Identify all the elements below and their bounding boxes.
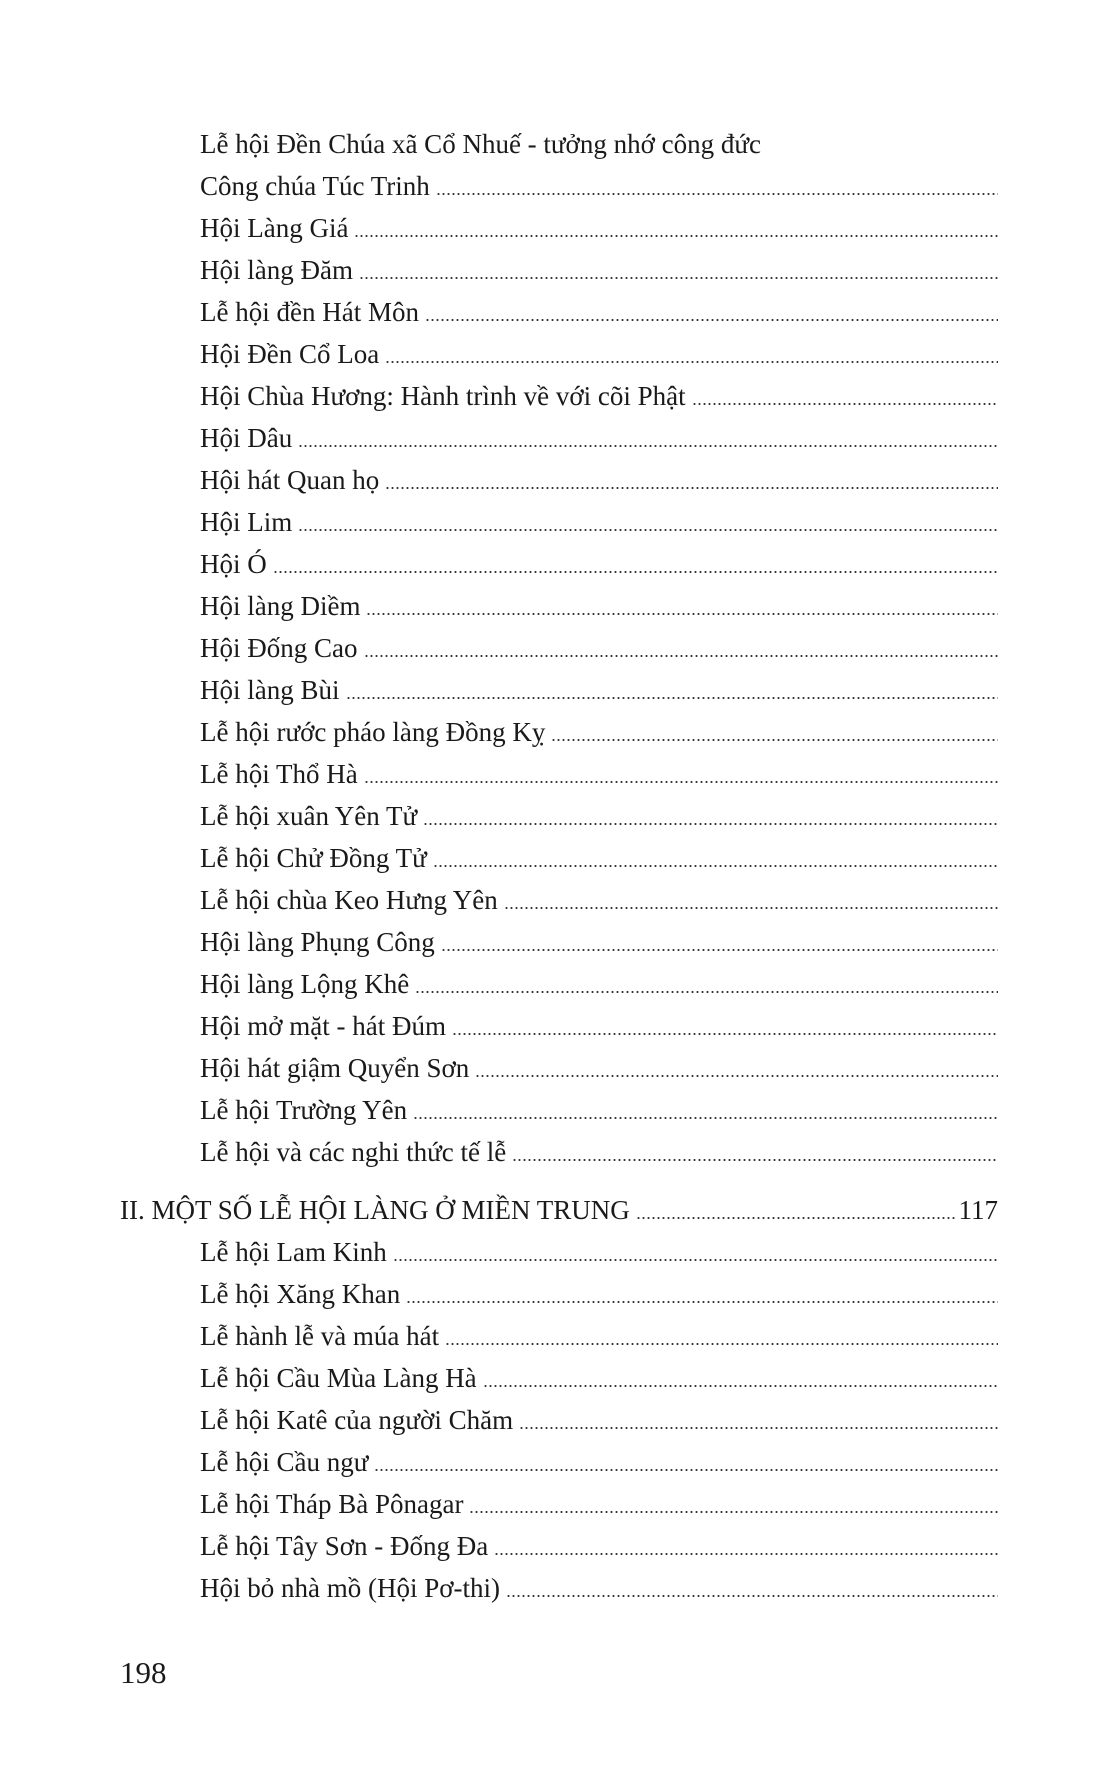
toc-entry-label: Hội Lim [200, 507, 293, 537]
toc-entry-label: Lễ hội Tây Sơn - Đống Đa [200, 1531, 489, 1561]
page-number: 198 [120, 1655, 167, 1690]
toc-entry-label: Hội Đống Cao [200, 633, 358, 663]
toc-entry [0, 412, 998, 454]
toc-entry [0, 1042, 998, 1084]
dot-leader [445, 1343, 998, 1345]
toc-entry-label: Lễ hội Xăng Khan [200, 1279, 401, 1309]
toc-entry-label: Lễ hội xuân Yên Tử [200, 801, 418, 831]
toc-entry [0, 916, 998, 958]
dot-leader [423, 823, 998, 825]
toc-entry [0, 832, 998, 874]
toc-entry-label: Lễ hội chùa Keo Hưng Yên [200, 885, 498, 915]
toc-entry-label: Lễ hội đền Hát Môn [200, 297, 419, 327]
toc-entry-label: Lễ hội Tháp Bà Pônagar [200, 1489, 464, 1519]
toc-entry-heading-line [0, 118, 998, 160]
dot-leader [475, 1075, 998, 1077]
toc-entry [0, 1126, 998, 1168]
toc-entry [0, 874, 998, 916]
toc-entry-label: Lễ hội Chử Đồng Tử [200, 843, 427, 873]
dot-leader [441, 949, 998, 951]
dot-leader [425, 319, 998, 321]
toc-entry [0, 1436, 998, 1478]
toc-entry-label: Hội mở mặt - hát Đúm [200, 1011, 446, 1041]
toc-entry [0, 1562, 998, 1604]
toc-entry [0, 1310, 998, 1352]
toc-entry [0, 496, 998, 538]
section-page-number: 117 [958, 1195, 998, 1225]
dot-leader [512, 1159, 998, 1161]
toc-entry [0, 580, 998, 622]
toc-entry-label: Hội bỏ nhà mồ (Hội Pơ-thi) [200, 1573, 501, 1603]
toc-entry-label: Lễ hội Cầu Mùa Làng Hà [200, 1363, 477, 1393]
dot-leader [506, 1595, 998, 1597]
toc-entry [0, 1000, 998, 1042]
dot-leader [413, 1117, 998, 1119]
section-title: II. MỘT SỐ LỄ HỘI LÀNG Ở MIỀN TRUNG [120, 1195, 630, 1225]
dot-leader [636, 1217, 955, 1219]
toc-entry-label: Công chúa Túc Trinh [200, 171, 430, 201]
toc-entry [0, 1394, 998, 1436]
toc-entry-label: Hội làng Bùi [200, 675, 340, 705]
toc-entry-label: Hội Làng Giá [200, 213, 349, 243]
dot-leader [374, 1469, 998, 1471]
toc-entry [0, 622, 998, 664]
toc-entry-label: Hội hát Quan họ [200, 465, 380, 495]
toc-entry-label: Lễ hội Lam Kinh [200, 1237, 387, 1267]
toc-entry-label: Lễ hội Katê của người Chăm [200, 1405, 514, 1435]
toc-entry [0, 454, 998, 496]
dot-leader [385, 361, 998, 363]
dot-leader [436, 193, 998, 195]
toc-entry-label: Hội Ó [200, 549, 267, 579]
toc-entry [0, 160, 998, 202]
toc-entry [0, 1226, 998, 1268]
dot-leader [483, 1385, 998, 1387]
toc-section-heading [0, 1184, 998, 1226]
toc-entry [0, 328, 998, 370]
dot-leader [346, 697, 999, 699]
dot-leader [452, 1033, 998, 1035]
dot-leader [469, 1511, 998, 1513]
dot-leader [298, 529, 998, 531]
toc-entry [0, 1478, 998, 1520]
dot-leader [298, 445, 998, 447]
dot-leader [415, 991, 998, 993]
toc-entry-label: Hội làng Diềm [200, 591, 361, 621]
dot-leader [273, 571, 998, 573]
dot-leader [494, 1553, 998, 1555]
dot-leader [366, 613, 998, 615]
toc-entry [0, 1352, 998, 1394]
toc-entry-label: Hội hát giậm Quyển Sơn [200, 1053, 470, 1083]
dot-leader [551, 739, 998, 741]
toc-entry-label: Hội Chùa Hương: Hành trình về với cõi Phật [200, 381, 686, 411]
toc-list-central [0, 1226, 1103, 1604]
toc-entry-label: Lễ hội Đền Chúa xã Cổ Nhuế - tưởng nhớ công đức [200, 129, 761, 159]
toc-entry-label: Lễ hội Trường Yên [200, 1095, 408, 1125]
dot-leader [364, 655, 999, 657]
dot-leader [385, 487, 998, 489]
dot-leader [393, 1259, 998, 1261]
dot-leader [364, 781, 998, 783]
toc-entry [0, 706, 998, 748]
table-of-contents [0, 118, 1103, 1604]
toc-entry-label: Lễ hội Cầu ngư [200, 1447, 369, 1477]
toc-entry [0, 1084, 998, 1126]
toc-entry [0, 202, 998, 244]
toc-entry [0, 1520, 998, 1562]
toc-entry [0, 244, 998, 286]
toc-entry-label: Lễ hội Thổ Hà [200, 759, 358, 789]
toc-entry-label: Hội Đền Cổ Loa [200, 339, 380, 369]
toc-entry-label: Lễ hội rước pháo làng Đồng Kỵ [200, 717, 546, 747]
toc-entry [0, 790, 998, 832]
dot-leader [519, 1427, 998, 1429]
toc-entry [0, 286, 998, 328]
toc-entry [0, 370, 998, 412]
dot-leader [433, 865, 998, 867]
toc-entry-label: Hội Dâu [200, 423, 293, 453]
dot-leader [692, 403, 998, 405]
toc-entry [0, 748, 998, 790]
toc-entry [0, 664, 998, 706]
dot-leader [406, 1301, 998, 1303]
toc-entry-label: Hội làng Phụng Công [200, 927, 435, 957]
dot-leader [359, 277, 998, 279]
toc-entry [0, 538, 998, 580]
toc-list-north [0, 160, 1103, 1168]
toc-entry-label: Lễ hành lễ và múa hát [200, 1321, 440, 1351]
toc-entry-label: Hội làng Đăm [200, 255, 353, 285]
toc-entry-label: Lễ hội và các nghi thức tế lễ [200, 1137, 507, 1167]
toc-entry [0, 1268, 998, 1310]
toc-entry-label: Hội làng Lộng Khê [200, 969, 410, 999]
toc-entry [0, 958, 998, 1000]
dot-leader [354, 235, 998, 237]
dot-leader [504, 907, 998, 909]
